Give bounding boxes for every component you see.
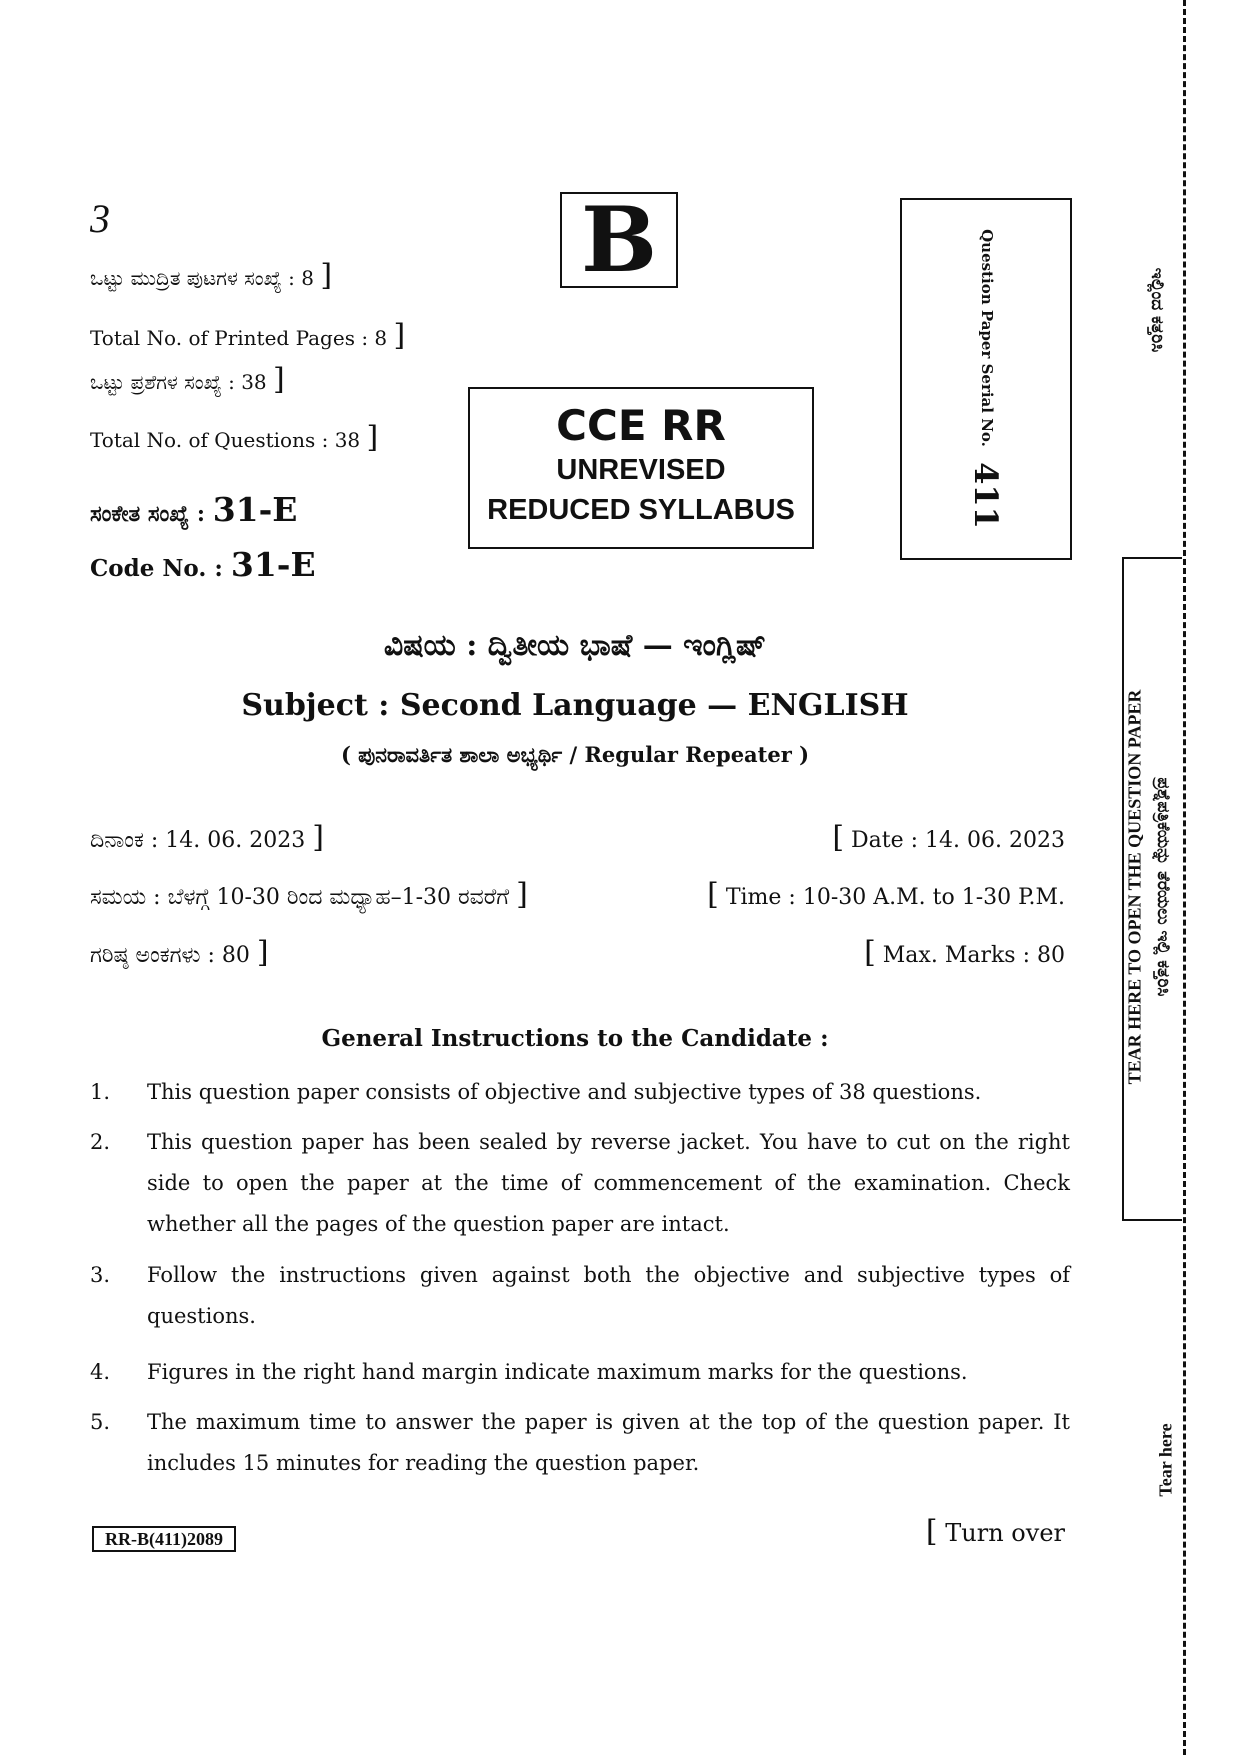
marks-en: [ Max. Marks : 80	[864, 935, 1065, 970]
tear-dashed-line	[1183, 0, 1186, 1755]
time-kn: ಸಮಯ : ಬೆಳಗ್ಗೆ 10-30 ರಿಂದ ಮಧ್ಯಾಹ–1-30 ರವರೆಗೆ ]	[90, 877, 528, 912]
cut-here-kn-top: ಇಲ್ಲಿಂದ ಕತ್ತರಿಸಿ	[1147, 267, 1167, 353]
instruction-item: 1. This question paper consists of objective and subjective types of 38 questions.	[90, 1080, 982, 1104]
paper-version: B	[580, 187, 658, 293]
turn-over: [ Turn over	[925, 1514, 1065, 1549]
instruction-item: 2. This question paper has been sealed by reverse jacket. You have to cut on the right side to open the paper at the time of commencement of the examination. Check whether all the pages of the question paper are intact.	[90, 1130, 1070, 1236]
syllabus-box	[468, 387, 814, 549]
tear-here-kn: ಪ್ರಶ್ನೆಪತ್ರಿಕೆಯನ್ನು ತೆರೆಯಲು ಇಲ್ಲಿ ಕತ್ತರಿಸಿ	[1153, 777, 1173, 997]
date-en: [ Date : 14. 06. 2023	[832, 820, 1065, 855]
code-number-kn: ಸಂಕೇತ ಸಂಖ್ಯೆ : 31-E	[90, 490, 298, 529]
questions-en: Total No. of Questions : 38 ]	[90, 420, 379, 455]
candidate-type: ( ಪುನರಾವರ್ತಿತ ಶಾಲಾ ಅಭ್ಯರ್ಥಿ / Regular Repeater )	[340, 742, 810, 767]
subject-kannada: ವಿಷಯ : ದ್ವಿತೀಯ ಭಾಷೆ — ಇಂಗ್ಲಿಷ್	[383, 628, 767, 663]
code-number-en: Code No. : 31-E	[90, 545, 316, 584]
date-kn: ದಿನಾಂಕ : 14. 06. 2023 ]	[90, 820, 324, 855]
syllabus-line-1: UNREVISED	[556, 454, 726, 486]
tear-here-en: TEAR HERE TO OPEN THE QUESTION PAPER	[1124, 689, 1145, 1085]
serial-label: Question Paper Serial No.	[978, 229, 996, 447]
page-number: 3	[90, 196, 110, 241]
subject-english: Subject : Second Language — ENGLISH	[241, 688, 909, 723]
tear-here-bottom: Tear here	[1155, 1423, 1176, 1497]
printed-pages-kn: ಒಟ್ಟು ಮುದ್ರಿತ ಪುಟಗಳ ಸಂಖ್ಯೆ : 8 ]	[90, 258, 333, 293]
paper-version-box	[560, 187, 678, 293]
questions-kn: ಒಟ್ಟು ಪ್ರಶೆಗಳ ಸಂಖ್ಯೆ : 38 ]	[90, 362, 285, 397]
serial-number-box	[900, 198, 1072, 560]
paper-reference-code: RR-B(411)2089	[92, 1526, 236, 1552]
marks-kn: ಗರಿಷ್ಠ ಅಂಕಗಳು : 80 ]	[90, 935, 269, 970]
printed-pages-en: Total No. of Printed Pages : 8 ]	[90, 318, 406, 353]
cce-title: CCE RR	[556, 401, 726, 450]
instruction-item: 3. Follow the instructions given against both the objective and subjective types of questions.	[90, 1263, 1070, 1328]
syllabus-line-2: REDUCED SYLLABUS	[487, 494, 795, 526]
time-en: [ Time : 10-30 A.M. to 1-30 P.M.	[707, 877, 1065, 912]
instruction-item: 4. Figures in the right hand margin indicate maximum marks for the questions.	[90, 1360, 968, 1384]
serial-number: 411	[967, 462, 1005, 529]
serial-number-text	[967, 229, 1005, 529]
instruction-item: 5. The maximum time to answer the paper is given at the top of the question paper. It includes 15 minutes for reading the question paper.	[90, 1410, 1070, 1475]
instructions-title: General Instructions to the Candidate :	[321, 1025, 829, 1052]
